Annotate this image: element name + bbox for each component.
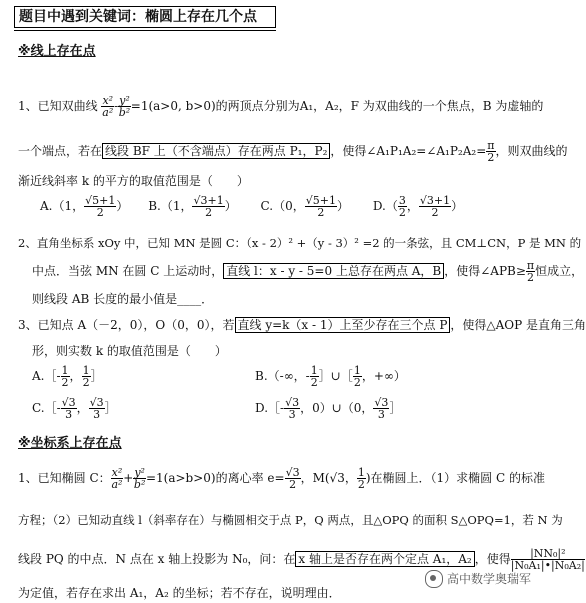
- q1-boxed-phrase: 线段 BF 上（不含端点）存在两点 P₁，P₂: [102, 143, 330, 159]
- section-heading-line: [18, 40, 96, 59]
- q1-line3: 渐近线斜率 k 的平方的取值范围是（ ）: [18, 174, 249, 188]
- watermark-text: 高中数学奥瑞军: [447, 572, 532, 586]
- frac-x2a2: $\frac{\text{x²}}{\text{a²}}$: [102, 94, 114, 119]
- q4-line1: 1、已知椭圆 C： $\frac{\text{x²}}{\text{a²}}$ + $\frac{\text{y²}}{\text{b²}}$ =1(a>b>0)的离心率 e= $\frac{√3}{2}$ ，M(√3， $\frac{1}{2}$ )在椭圆上．（1）求椭圆 C 的标准: [18, 466, 545, 491]
- q4-boxed-phrase: x 轴上是否存在两个定点 A₁，A₂: [295, 551, 474, 567]
- q3-option-b: B.（-∞，- $\frac{1}{2}$ ］∪［ $\frac{1}{2}$ ，+∞）: [255, 364, 406, 389]
- q4-line2: 方程；（2）已知动直线 l（斜率存在）与椭圆相交于点 P，Q 两点，且△OPQ 的面积 S△OPQ=1，若 N 为: [18, 513, 563, 527]
- q1-line2: 一个端点，若在 线段 BF 上（不含端点）存在两点 P₁，P₂ ，使得∠A₁P₁A₂=∠A₁P₂A₂= $\frac{\pi}{2}$ ，则双曲线的: [18, 139, 568, 164]
- page-title: 题目中遇到关键词：椭圆上存在几个点: [14, 6, 276, 28]
- title-underline: [14, 30, 276, 31]
- q2-boxed-phrase: 直线 l：x - y - 5=0 上总存在两点 A，B: [223, 263, 444, 279]
- q3-boxed-phrase: 直线 y=k（x - 1）上至少存在三个点 P: [235, 317, 451, 333]
- q4-line4: 为定值，若存在求出 A₁，A₂ 的坐标；若不存在，说明理由．: [18, 586, 341, 600]
- q2-line1: 2、直角坐标系 xOy 中，已知 MN 是圆 C：（x - 2）² +（y - 3）² =2 的一条弦，且 CM⊥CN，P 是 MN 的: [18, 236, 582, 250]
- q4-line3: 线段 PQ 的中点．N 点在 x 轴上投影为 N₀，问：在 x 轴上是否存在两个定点 A₁，A₂ ，使得 $\frac{\text{|NN₀|²}}{\text{|N₀A₁|•|N₀A₂|}}$: [18, 547, 585, 572]
- frac-pi-2: $\frac{\pi}{2}$: [487, 139, 495, 164]
- section-heading-coord: [18, 432, 122, 451]
- q1-line1: 1、已知双曲线 $\frac{\text{x²}}{\text{a²}}$ - $\frac{\text{y²}}{\text{b²}}$ =1(a>0, b>0)的两顶点分别为A₁，A₂，F 为双曲线的一个焦点，B 为虚轴的: [18, 94, 544, 119]
- q3-line2: 形，则实数 k 的取值范围是（ ）: [32, 344, 227, 358]
- q1-options: A.（1， $\frac{√5+1}{2}$ ） B.（1， $\frac{√3+1}{2}$ ） C.（0， $\frac{√5+1}{2}$ ） D.（ $\frac{3}{2}$ ， $\frac{√3+1}{2}$ ）: [40, 194, 464, 219]
- q2-line2: 中点．当弦 MN 在圆 C 上运动时， 直线 l：x - y - 5=0 上总存在两点 A，B ，使得∠APB≥ $\frac{\pi}{2}$ 恒成立，: [32, 259, 584, 284]
- wechat-logo-icon: [425, 570, 443, 588]
- q3-option-d: D.［- $\frac{√3}{3}$ ，0）∪（0， $\frac{√3}{3}$ ］: [255, 396, 402, 421]
- q3-option-a: A.［- $\frac{1}{2}$ ， $\frac{1}{2}$ ］: [32, 364, 103, 389]
- q2-line3: 则线段 AB 长度的最小值是____．: [32, 292, 214, 306]
- section-label: ※线上存在点: [18, 44, 96, 59]
- section-label-2: ※坐标系上存在点: [18, 436, 122, 451]
- q3-line1: 3、已知点 A（－2，0），O（0，0），若 直线 y=k（x - 1）上至少存在三个点 P ，使得△AOP 是直角三角: [18, 318, 586, 332]
- q3-option-c: C.［- $\frac{√3}{3}$ ， $\frac{√3}{3}$ ］: [32, 396, 117, 421]
- frac-y2b2: $\frac{\text{y²}}{\text{b²}}$: [118, 94, 131, 119]
